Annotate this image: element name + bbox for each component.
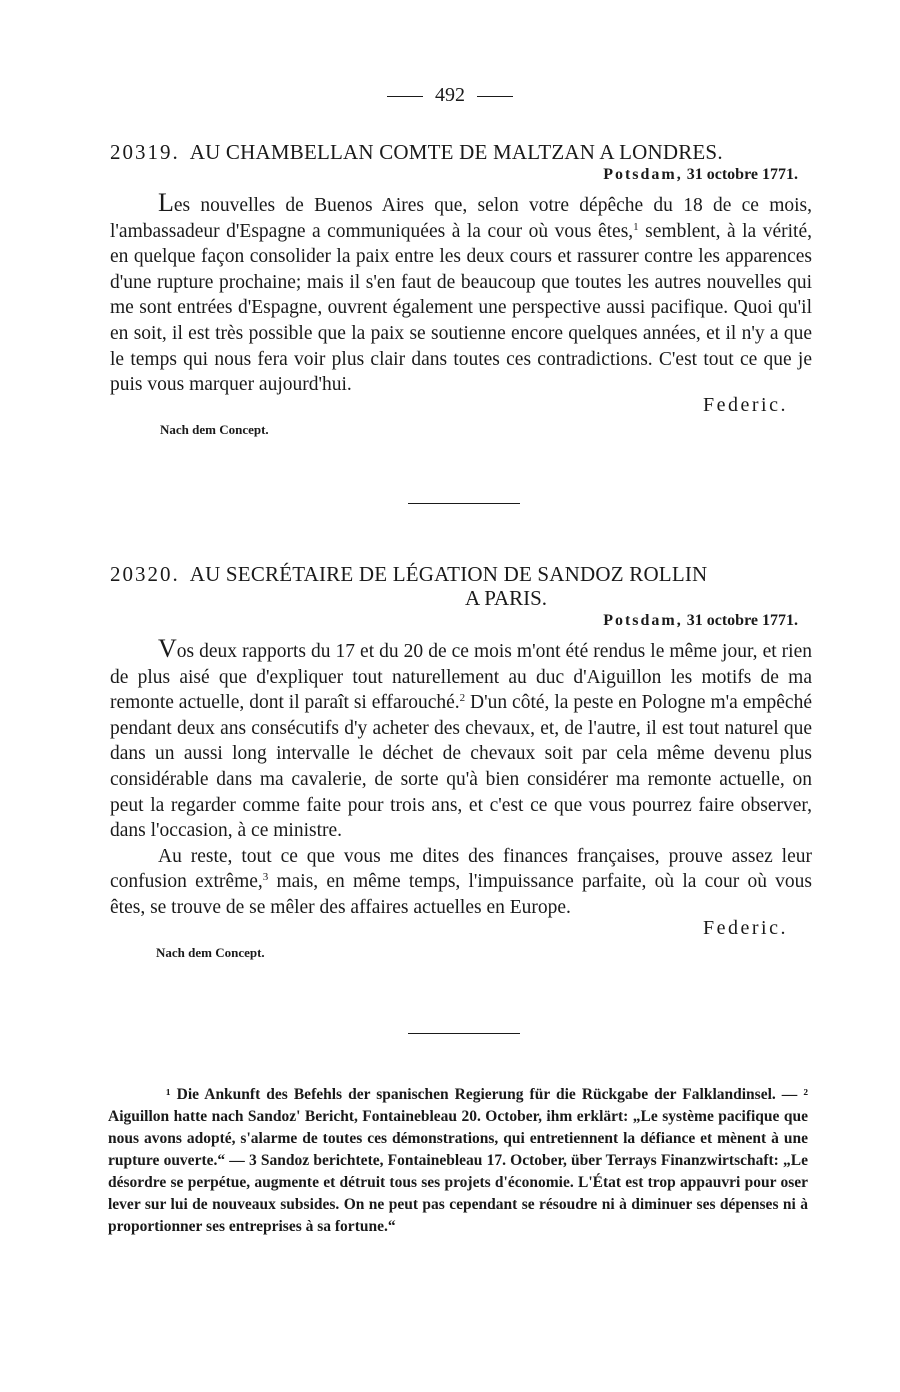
dateline-place: Potsdam, [603,166,683,183]
footnotes [108,1084,808,1238]
header-rule-left [387,96,423,97]
source-note: Nach dem Concept. [160,421,269,437]
drop-initial: V [158,634,177,663]
section-divider [408,503,520,504]
paragraph-text: Au reste, tout ce que vous me dites des finances françaises, prouve assez leur confusion extrême, [110,845,812,893]
source-note: Nach dem Concept. [156,944,265,960]
dateline [110,612,812,630]
footnote-text: ¹ Die Ankunft des Befehls der spanischen Regierung für die Rückgabe der Falklandinsel. — ² Aiguillon hatte nach Sandoz' Bericht, Fontainebleau 20. October, ihm erklärt: „Le système pacifique que nous avons adopté, s'alarme de toutes ces démonstrations, qui entretiennent la défiance et mènent à une rupture ouverte.“ — 3 Sandoz berichtete, Fontainebleau 17. October, über Terrays Finanzwirtschaft: „Le désordre se perpétue, augmente et détruit tous ses projets d'économie. L'État est trop appauvri pour oser lever sur lui de nouveaux subsides. On ne peut pas cependant se résoudre ni à diminuer ses dépenses ni à proportionner ses entreprises à sa fortune.“ [108,1086,808,1235]
footnote-ref: 2 [459,692,466,705]
dateline-place: Potsdam, [603,612,683,629]
letter-addressee-line2: A PARIS. [464,586,548,610]
letter-heading [110,140,812,164]
paragraph-text: D'un côté, la peste en Pologne m'a empêché pendant deux ans consécutifs d'y acheter des chevaux, et, de l'autre, il est tout naturel que dans un aussi long intervalle le déchet de chevaux soit par cela même devenu plus considérable dans ma cavalerie, de sorte qu'à bien considérer ma remonte actuelle, on peut la regarder comme faite pour trois ans, et c'est ce que vous pourrez faire observer, dans l'occasion, à ce ministre. [110,692,812,842]
paragraph-text: os deux rapports du 17 et du 20 de ce mois m'ont été rendus le même jour, et rien de plus aisé que d'expliquer tout naturellement au duc d'Aiguillon les motifs de ma remonte actuelle, dont il paraît si effarouché. [110,641,812,714]
page-header [0,84,900,107]
section-divider [408,1033,520,1034]
page-number: 492 [435,84,465,106]
signature-row [110,393,812,426]
letter-paragraph [110,844,812,921]
letter-addressee: AU CHAMBELLAN COMTE DE MALTZAN A LONDRES. [189,140,723,164]
signature: Federic. [703,916,788,939]
letter-paragraph [110,636,812,844]
letter-heading [110,562,812,586]
letter-number: 20319. [110,140,180,164]
dateline-date: 31 octobre 1771. [686,612,798,629]
signature: Federic. [703,393,788,416]
dateline [110,166,812,184]
letter-number: 20320. [110,562,180,586]
header-rule-right [477,96,513,97]
footnote-ref: 1 [633,220,639,233]
signature-row [110,916,812,949]
drop-initial: L [158,188,174,217]
letter-20319 [110,140,812,438]
letter-20320 [110,562,812,961]
dateline-date: 31 octobre 1771. [686,166,798,183]
paragraph-text: semblent, à la vérité, en quelque façon consolider la paix entre les deux cours et rassurer contre les apparences d'une rupture prochaine; mais il s'en faut de beaucoup que toutes les autres nouvelles qui me sont entrées d'Espagne, ouvrent également une perspective aussi pacifique. Quoi qu'il en soit, il est très possible que la paix se soutienne encore quelques années, et il n'y a que le temps qui nous fera voir plus clair dans toutes ces contradictions. C'est tout ce que je puis vous marquer aujourd'hui. [110,220,812,396]
paragraph-text: mais, en même temps, l'impuissance parfaite, où la cour où vous êtes, se trouve de se mêler des affaires actuelles en Europe. [110,871,812,918]
footnote-ref: 3 [262,871,269,884]
letter-addressee: AU SECRÉTAIRE DE LÉGATION DE SANDOZ ROLLIN [189,562,708,586]
letter-paragraph [110,190,812,398]
paragraph-text: es nouvelles de Buenos Aires que, selon votre dépêche du 18 de ce mois, l'ambassadeur d'Espagne a communiquées à la cour où vous êtes, [110,195,812,242]
